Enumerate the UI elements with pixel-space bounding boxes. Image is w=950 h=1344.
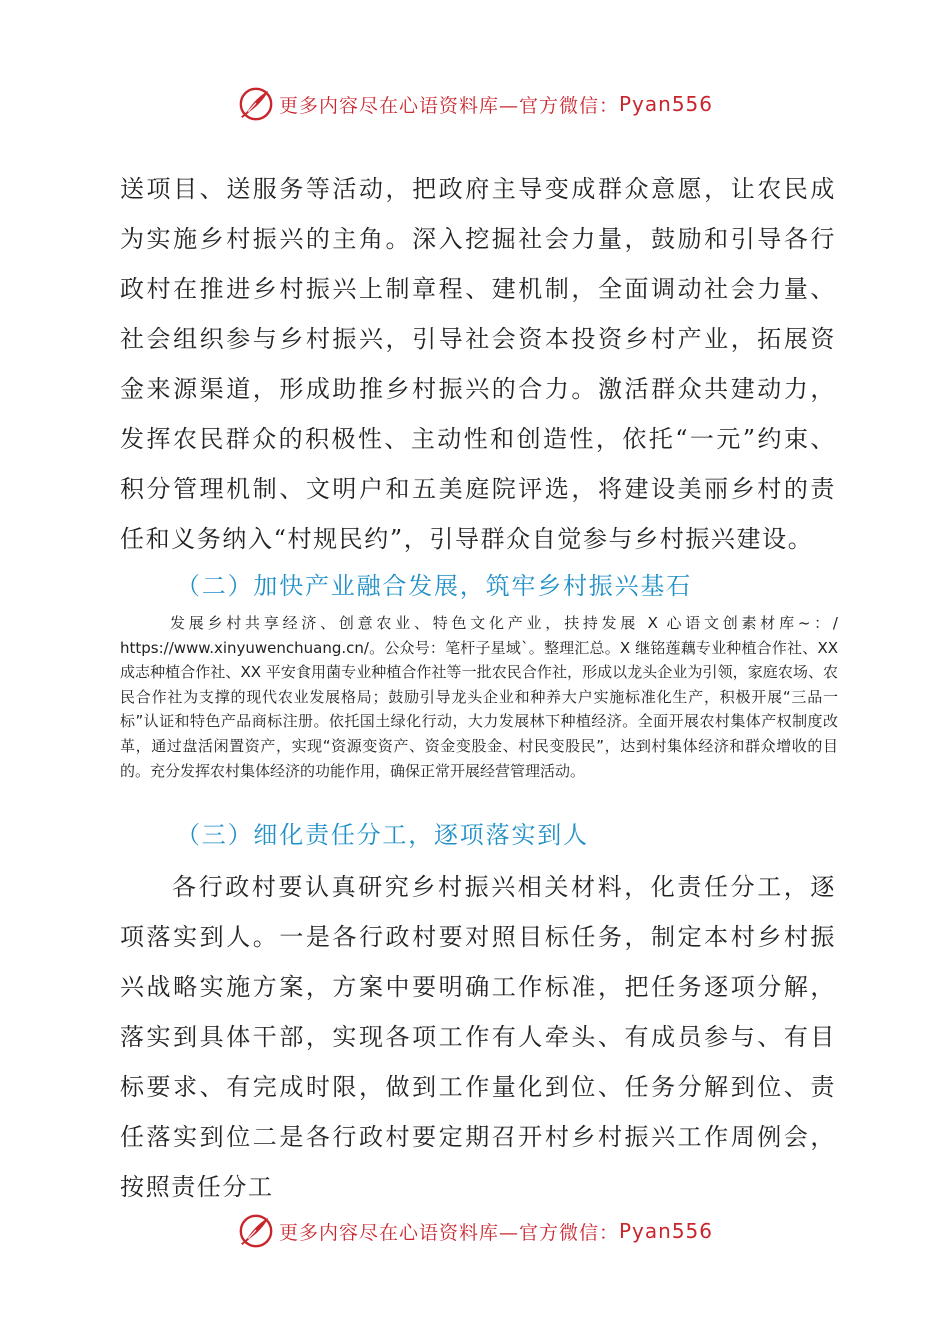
section2-paragraph: 发展乡村共享经济、创意农业、特色文化产业，扶持发展 X 心语文创素材库~：/ https://www.xinyuwenchuang.cn/。公众号：笔杆子星域`。整理汇总。X 继铭莲藕专业种植合作社、XX 成志种植合作社、XX 平安食用菌专业种植合作社等一批农民合作社，形成以龙头企业为引领，家庭农场、农民合作社为支撑的现代农业发展格局；鼓励引导龙头企业和种养大户实施标准化生产，积极开展“三品一标”认证和特色产品商标注册。依托国土绿化行动，大力发展林下种植经济。全面开展农村集体产权制度改革，通过盘活闲置资产，实现“资源变资产、资金变股金、村民变股民”，达到村集体经济和群众增收的目的。充分发挥农村集体经济的功能作用，确保正常开展经营管理活动。	[120, 614, 838, 780]
watermark-handle: Pyan556	[619, 1219, 714, 1243]
section3-paragraph: 各行政村要认真研究乡村振兴相关材料，化责任分工，逐项落实到人。一是各行政村要对照目标任务，制定本村乡村振兴战略实施方案，方案中要明确工作标准，把任务逐项分解，落实到具体干部，实现各项工作有人牵头、有成员参与、有目标要求、有完成时限，做到工作量化到位、任务分解到位、责任落实到位二是各行政村要定期召开村乡村振兴工作周例会，按照责任分工	[120, 873, 836, 1201]
quill-pen-logo-icon	[237, 1212, 275, 1250]
section3-body	[120, 862, 836, 1212]
watermark-handle: Pyan556	[619, 92, 714, 116]
quill-pen-logo-icon	[237, 85, 275, 123]
section1-body	[120, 164, 836, 564]
section2-body	[120, 611, 838, 783]
section3-heading: （三）细化责任分工，逐项落实到人	[176, 821, 589, 849]
section1-paragraph: 送项目、送服务等活动，把政府主导变成群众意愿，让农民成为实施乡村振兴的主角。深入挖掘社会力量，鼓励和引导各行政村在推进乡村振兴上制章程、建机制，全面调动社会力量、社会组织参与乡村振兴，引导社会资本投资乡村产业，拓展资金来源渠道，形成助推乡村振兴的合力。激活群众共建动力，发挥农民群众的积极性、主动性和创造性，依托“一元”约束、积分管理机制、文明户和五美庭院评选，将建设美丽乡村的责任和义务纳入“村规民约”，引导群众自觉参与乡村振兴建设。	[120, 175, 836, 553]
watermark-text: 更多内容尽在心语资料库—官方微信：	[278, 1221, 619, 1244]
watermark-banner-top	[0, 82, 950, 126]
watermark-text: 更多内容尽在心语资料库—官方微信：	[278, 94, 619, 117]
section2-heading: （二）加快产业融合发展，筑牢乡村振兴基石	[176, 572, 692, 600]
watermark-banner-bottom	[0, 1209, 950, 1253]
